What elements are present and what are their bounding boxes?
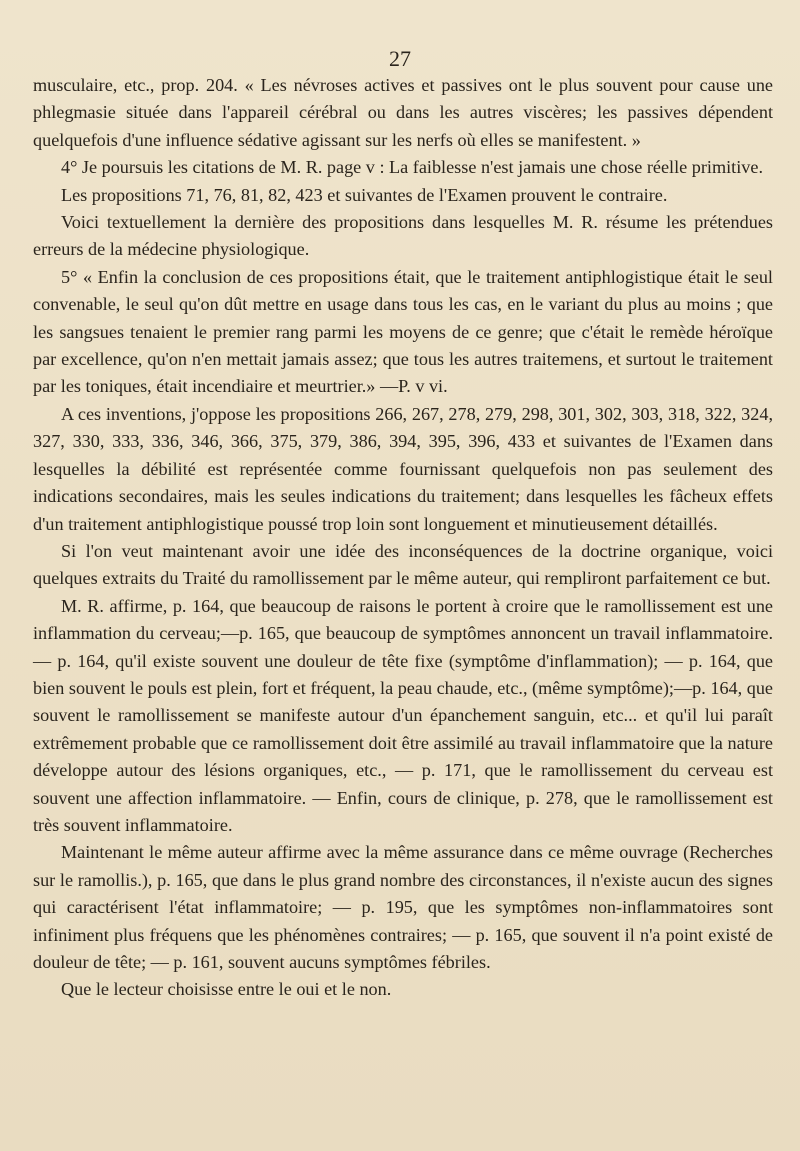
paragraph-10: Que le lecteur choisisse entre le oui et le non. [61,979,392,1000]
paragraph-9: Maintenant le même auteur affirme avec la même assurance dans ce même ouvrage (Recherches sur le ramollis.), p. 165, que dans le plus grand nombre des circonstances, il n'existe aucun des signes qui caractérisent l'état inflammatoire; — p. 195, que les symptômes non-inflammatoires sont infiniment plus fréquens que les phénomènes contraires; — p. 165, que souvent il n'a point existé de douleur de tête; — p. 161, souvent aucuns symptômes fébriles. [33,842,773,972]
paragraph-5: 5° « Enfin la conclusion de ces propositions était, que le traitement antiphlogistique était le seul convenable, le seul qu'on dût mettre en usage dans tous les cas, en le variant du plus au moins ; que les sangsues tenaient le premier rang parmi les moyens de ce genre; que c'était le remède héroïque par excellence, qu'on n'en mettait jamais assez; que tous les autres traitemens, et surtout le traitement par les toniques, était incendiaire et meurtrier.» —P. v vi. [33,266,773,397]
paragraph-1: musculaire, etc., prop. 204. « Les névroses actives et passives ont le plus souvent pour cause une phlegmasie située dans l'appareil cérébral ou dans les autres viscères; les passives dépendent quelquefois d'une influence sédative agissant sur les nerfs où elles se manifestent. » [33,75,773,150]
paragraph-3: Les propositions 71, 76, 81, 82, 423 et suivantes de l'Examen prouvent le contraire. [61,184,668,205]
paragraph-7: Si l'on veut maintenant avoir une idée des inconséquences de la doctrine organique, voici quelques extraits du Traité du ramollissement par le même auteur, qui rempliront parfaitement ce but. [33,540,773,589]
paragraph-8: M. R. affirme, p. 164, que beaucoup de raisons le portent à croire que le ramollissement est une inflammation du cerveau;—p. 165, que beaucoup de symptômes annoncent un travail inflammatoire. — p. 164, qu'il existe souvent une douleur de tête fixe (symptôme d'inflammation); — p. 164, que bien souvent le pouls est plein, fort et fréquent, la peau chaude, etc., (même symptôme);—p. 164, que souvent le ramollissement se manifeste autour d'un épanchement sanguin, etc... et qu'il lui paraît extrêmement probable que ce ramollissement doit être assimilé au travail inflammatoire que la nature développe autour des lésions organiques, etc., — p. 171, que le ramollissement du cerveau est souvent une affection inflammatoire. — Enfin, cours de clinique, p. 278, que le ramollissement est très souvent inflammatoire. [33,595,773,835]
paragraph-2: 4° Je poursuis les citations de M. R. page v : La faiblesse n'est jamais une chose réelle primitive. [61,157,764,178]
page-number: 27 [389,46,411,71]
body-text [33,72,773,1004]
paragraph-6: A ces inventions, j'oppose les propositions 266, 267, 278, 279, 298, 301, 302, 303, 318, 322, 324, 327, 330, 333, 336, 346, 366, 375, 379, 386, 394, 395, 396, 433 et suivantes de l'Examen dans lesquelles la débilité est représentée comme fournissant quelquefois non pas seulement des indications secondaires, mais les seules indications du traitement; dans lesquelles les fâcheux effets d'un traitement antiphlogistique poussé trop loin sont longuement et minutieusement détaillés. [33,403,773,534]
paragraph-4: Voici textuellement la dernière des propositions dans lesquelles M. R. résume les prétendues erreurs de la médecine physiologique. [33,212,773,260]
